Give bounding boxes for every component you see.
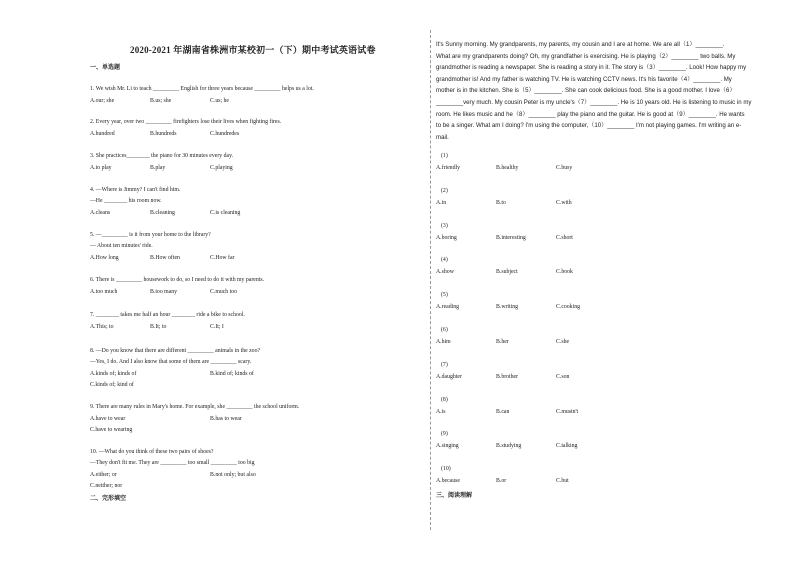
question-stem: —They don't fit me. They are _________ too small _________ too big (90, 460, 255, 466)
cloze-question-number: (8) (441, 397, 448, 403)
answer-option[interactable]: A.is (436, 409, 446, 415)
answer-option[interactable]: C.have to wearing (90, 427, 133, 433)
question-stem: 1. We wish Mr. Li to teach _________ English for three years because _________ helps us a lot. (90, 86, 314, 92)
question-stem: 9. There are many rules in Mary's home. For example, she _________ the school uniform. (90, 404, 300, 410)
answer-option[interactable]: B.How often (150, 255, 180, 261)
answer-option[interactable]: A.because (436, 478, 460, 484)
answer-option[interactable]: B.brother (496, 374, 519, 380)
question-stem: 5. —_________ is it from your home to the library? (90, 232, 211, 238)
answer-option[interactable]: A.cleans (90, 210, 111, 216)
cloze-question-number: (9) (441, 431, 448, 437)
answer-option[interactable]: B.or (496, 478, 507, 484)
answer-option[interactable]: A.kinds of; kinds of (90, 371, 137, 377)
answer-option[interactable]: A.him (436, 339, 451, 345)
answer-option[interactable]: A.This; to (90, 324, 114, 330)
answer-option[interactable]: C.son (556, 374, 570, 380)
question-stem: 2. Every year, over two _________ firefighters lose their lives when fighting fires. (90, 119, 282, 125)
passage-line: grandmother is reading a newspaper. She is reading a story in it. The story is（3）________. Look! How happy my (436, 64, 747, 72)
answer-option[interactable]: A.in (436, 200, 447, 206)
answer-option[interactable]: C.playing (210, 165, 233, 171)
cloze-question-number: (6) (441, 327, 448, 333)
answer-option[interactable]: B.healthy (496, 165, 519, 171)
cloze-question-number: (3) (441, 223, 448, 229)
passage-line: grandmother is! And my father is watching TV. He is watching CCTV news. It's his favorite（4）________. My (436, 75, 732, 83)
answer-option[interactable]: A.to play (90, 165, 112, 171)
answer-option[interactable]: C.is cleaning (210, 210, 241, 216)
question-stem: —Yes, I do. And I also know that some of them are _________ scary. (90, 359, 252, 365)
cloze-question-number: (4) (441, 257, 448, 263)
answer-option[interactable]: C.It; I (210, 324, 224, 330)
passage-line: room. He likes music and he（8）________ play the piano and the guitar. He is good at（9）________. He wants (436, 110, 745, 118)
question-stem: 7. ________ takes me half an hour ________ ride a bike to school. (90, 312, 245, 318)
column-divider (430, 30, 431, 530)
question-stem: 8. —Do you know that there are different _________ animals in the zoo? (90, 348, 261, 354)
answer-option[interactable]: B.has to wear (210, 416, 242, 422)
answer-option[interactable]: B.subject (496, 269, 518, 275)
cloze-question-number: (1) (441, 153, 448, 159)
question-stem: 6. There is _________ housework to do, so I need to do it with my parents. (90, 277, 265, 283)
answer-option[interactable]: C.with (556, 200, 572, 206)
answer-option[interactable]: A.have to wear (90, 416, 126, 422)
answer-option[interactable]: C.How far (210, 255, 235, 261)
answer-option[interactable]: A.hundred (90, 131, 115, 137)
answer-option[interactable]: C.book (556, 269, 573, 275)
question-stem: 4. —Where is Jimmy? I can't find him. (90, 187, 181, 193)
answer-option[interactable]: A.too much (90, 289, 118, 295)
answer-option[interactable]: A.our; she (90, 98, 115, 104)
answer-option[interactable]: A.friendly (436, 165, 460, 171)
cloze-question-number: (2) (441, 188, 448, 194)
passage-line: mail. (436, 133, 449, 141)
question-stem: 10. —What do you think of these two pairs of shoes? (90, 449, 214, 455)
answer-option[interactable]: B.interesting (496, 235, 526, 241)
answer-option[interactable]: C.neither; nor (90, 483, 123, 489)
cloze-question-number: (7) (441, 362, 448, 368)
answer-option[interactable]: B.her (496, 339, 509, 345)
answer-option[interactable]: A.daughter (436, 374, 462, 380)
answer-option[interactable]: B.cleaning (150, 210, 175, 216)
answer-option[interactable]: C.cooking (556, 304, 580, 310)
answer-option[interactable]: B.to (496, 200, 506, 206)
answer-option[interactable]: B.can (496, 409, 510, 415)
question-stem: —He ________ his room now. (90, 198, 162, 204)
answer-option[interactable]: B.studying (496, 443, 522, 449)
answer-option[interactable]: C.but (556, 478, 569, 484)
answer-option[interactable]: C.she (556, 339, 570, 345)
section-heading-reading: 三、阅读理解 (436, 493, 473, 499)
answer-option[interactable]: B.play (150, 165, 166, 171)
answer-option[interactable]: B.not only; but also (210, 472, 256, 478)
answer-option[interactable]: C.mustn't (556, 409, 579, 415)
answer-option[interactable]: B.kind of; kinds of (210, 371, 254, 377)
answer-option[interactable]: B.hundreds (150, 131, 177, 137)
answer-option[interactable]: A.singing (436, 443, 459, 449)
answer-option[interactable]: A.reading (436, 304, 460, 310)
passage-line: to be a singer. What am I doing? I'm using the computer,（10）________ I'm not playing games. I'm writing an e- (436, 122, 742, 130)
answer-option[interactable]: B.writing (496, 304, 519, 310)
passage-line: It's Sunny morning. My grandparents, my parents, my cousin and I are at home. We are all（1）________. (436, 41, 725, 48)
answer-option[interactable]: A.How long (90, 255, 119, 261)
answer-option[interactable]: C.busy (556, 165, 573, 171)
section-heading-cloze: 二、完形填空 (90, 496, 127, 502)
passage-line: ________very much. My cousin Peter is my uncle's（7）________. He is 10 years old. He is listening to music in my (436, 98, 752, 106)
answer-option[interactable]: C.kinds of; kind of (90, 382, 134, 388)
answer-option[interactable]: B.It; to (150, 324, 167, 330)
answer-option[interactable]: A.boring (436, 235, 457, 241)
page-title: 2020-2021 年湖南省株洲市某校初一（下）期中考试英语试卷 (130, 45, 376, 55)
question-stem: — About ten minutes' ride. (90, 243, 153, 249)
passage-line: What are my grandparents doing? Oh, my grandfather is exercising. He is playing（2）________ two balls. My (436, 52, 736, 60)
question-stem: 3. She practices________ the piano for 30 minutes every day. (90, 153, 234, 159)
answer-option[interactable]: C.talking (556, 443, 578, 449)
answer-option[interactable]: A.show (436, 269, 454, 275)
cloze-question-number: (10) (441, 466, 451, 472)
answer-option[interactable]: C.hundredes (210, 131, 240, 137)
answer-option[interactable]: B.us; she (150, 98, 172, 104)
answer-option[interactable]: C.us; he (210, 98, 230, 104)
passage-line: mother is in the kitchen. She is（5）________. She can cook delicious food. She is a good mother. I love（6） (436, 87, 736, 95)
answer-option[interactable]: C.short (556, 235, 573, 241)
answer-option[interactable]: C.much too (210, 289, 238, 295)
cloze-question-number: (5) (441, 292, 448, 298)
section-heading-single-choice: 一、单选题 (90, 65, 121, 71)
cloze-passage (436, 39, 774, 143)
answer-option[interactable]: B.too many (150, 289, 178, 295)
answer-option[interactable]: A.either; or (90, 472, 117, 478)
